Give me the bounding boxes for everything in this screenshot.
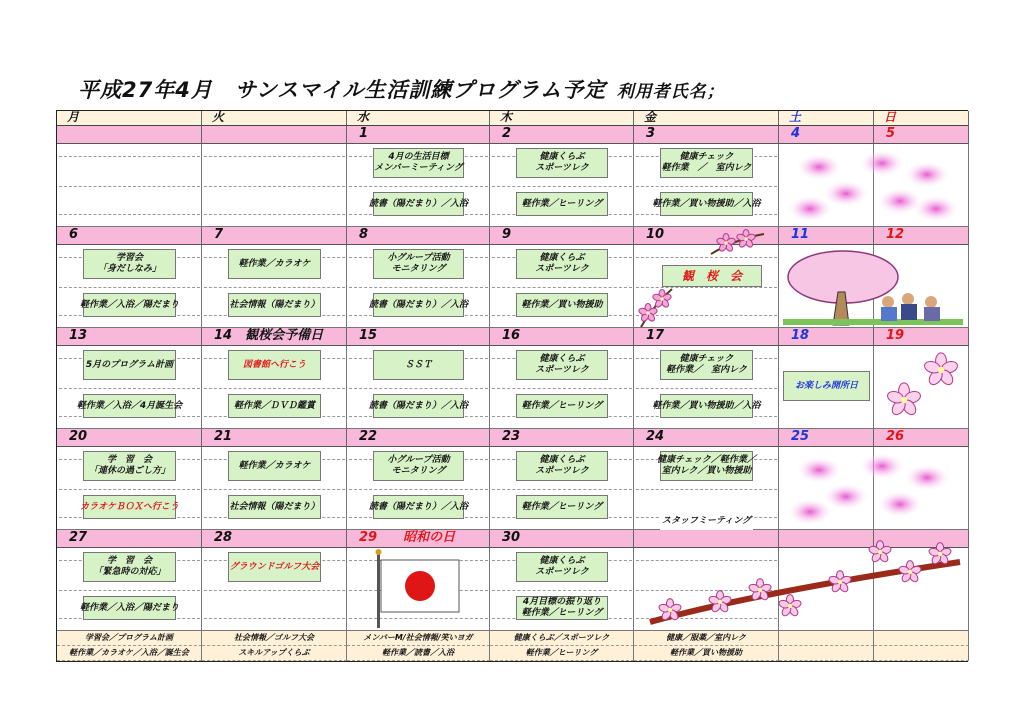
cell-divider — [59, 590, 200, 591]
cell-divider — [204, 618, 345, 619]
calendar-grid — [56, 110, 968, 662]
user-name-label: 利用者氏名； — [616, 82, 725, 102]
cell-divider — [492, 590, 632, 591]
activity-bottom: 軽作業／入浴／陽だまり — [83, 293, 176, 317]
cell-divider — [492, 388, 632, 389]
cell-divider — [204, 287, 345, 288]
day-number: 19 — [874, 328, 969, 346]
cell-divider — [349, 287, 488, 288]
cell-divider — [59, 287, 200, 288]
activity-top: 健康くらぶ スポーツレク — [516, 350, 608, 380]
day-number: 23 — [490, 429, 634, 447]
cherry-blossom-petals-icon — [783, 148, 965, 224]
day-number: 15 — [347, 328, 490, 346]
cell-divider — [204, 388, 345, 389]
day-number: 4 — [779, 126, 874, 144]
summary-cell: 学習会／プログラム計画 — [57, 631, 202, 646]
day-number: 18 — [779, 328, 874, 346]
day-number: 17 — [634, 328, 779, 346]
activity-bottom: 軽作業／ＤＶＤ鑑賞 — [228, 394, 321, 418]
day-number: 14 観桜会予備日 — [202, 328, 347, 346]
cell-divider — [349, 388, 488, 389]
activity-top: グラウンドゴルフ大会 — [228, 552, 321, 582]
japanese-flag-icon — [375, 550, 465, 628]
activity-top: 軽作業／カラオケ — [228, 451, 321, 481]
day-number: 13 — [57, 328, 202, 346]
activity-top: 小グループ活動 モニタリング — [373, 451, 464, 481]
day-number: 8 — [347, 227, 490, 245]
activity-top: 4月の生活目標 メンバーミーティング — [373, 148, 464, 178]
day-number: 16 — [490, 328, 634, 346]
cherry-blossom-branch-icon — [706, 229, 766, 259]
cell-divider — [636, 186, 777, 187]
summary-cell: 軽作業／買い物援助 — [634, 646, 779, 661]
day-number: 9 — [490, 227, 634, 245]
activity-top: 小グループ活動 モニタリング — [373, 249, 464, 279]
cell-divider — [204, 214, 345, 215]
cell-divider — [59, 214, 200, 215]
cherry-blossom-tree-picnic-icon — [783, 247, 965, 327]
activity-bottom: 軽作業／買い物援助／入浴 — [660, 192, 753, 216]
summary-cell — [779, 646, 874, 661]
cell-divider — [204, 186, 345, 187]
activity-top: 軽作業／カラオケ — [228, 249, 321, 279]
event-label: 観 桜 会 — [662, 265, 762, 287]
day-number: 5 — [874, 126, 969, 144]
activity-bottom: 軽作業／入浴／4月誕生会 — [83, 394, 176, 418]
cell-divider — [59, 489, 200, 490]
summary-cell: 健康／服薬／室内レク — [634, 631, 779, 646]
summary-cell — [874, 646, 969, 661]
activity-bottom: 社会情報（陽だまり） — [228, 495, 321, 519]
weekday-header: 日 — [874, 111, 969, 126]
activity-top: 学 習 会 「緊急時の対応」 — [83, 552, 176, 582]
activity-top: 図書館へ行こう — [228, 350, 321, 380]
activity-bottom: 4月目標の振り返り 軽作業／ヒーリング — [516, 596, 608, 620]
day-number: 7 — [202, 227, 347, 245]
activity-top: 健康くらぶ スポーツレク — [516, 249, 608, 279]
activity-bottom: 読書（陽だまり）／入浴 — [373, 293, 464, 317]
weekday-header: 土 — [779, 111, 874, 126]
cell-divider — [492, 489, 632, 490]
day-number: 20 — [57, 429, 202, 447]
activity-top: 健康くらぶ スポーツレク — [516, 451, 608, 481]
cell-divider — [204, 156, 345, 157]
activity-bottom: 読書（陽だまり）／入浴 — [373, 495, 464, 519]
day-number: 25 — [779, 429, 874, 447]
day-number: 10 — [634, 227, 779, 245]
weekday-header: 火 — [202, 111, 347, 126]
cell-divider — [204, 489, 345, 490]
activity-bottom: カラオケＢＯＸへ行こう — [83, 495, 176, 519]
day-number: 12 — [874, 227, 969, 245]
activity-top: 健康チェック 軽作業 ／ 室内レク — [660, 148, 753, 178]
day-number: 27 — [57, 530, 202, 548]
cell-divider — [204, 590, 345, 591]
day-number: 3 — [634, 126, 779, 144]
cherry-blossom-branch-icon — [636, 285, 676, 329]
cherry-blossom-petals-icon — [783, 451, 965, 527]
activity-top: 健康チェック／軽作業／ 室内レク／買い物援助 — [660, 451, 753, 481]
sakura-flower-icon — [876, 348, 967, 426]
activity-bottom: 読書（陽だまり）／入浴 — [373, 192, 464, 216]
activity-top: 健康くらぶ スポーツレク — [516, 148, 608, 178]
day-number: 22 — [347, 429, 490, 447]
activity-bottom: 軽作業／ヒーリング — [516, 495, 608, 519]
day-number — [57, 126, 202, 144]
activity-bottom: 読書（陽だまり）／入浴 — [373, 394, 464, 418]
summary-cell — [779, 631, 874, 646]
day-number: 28 — [202, 530, 347, 548]
cell-divider — [349, 186, 488, 187]
summary-cell — [874, 631, 969, 646]
day-number: 29 昭和の日 — [347, 530, 490, 548]
day-number — [202, 126, 347, 144]
day-number: 1 — [347, 126, 490, 144]
day-number: 2 — [490, 126, 634, 144]
cell-divider — [636, 388, 777, 389]
summary-cell: 健康くらぶ／スポーツレク — [490, 631, 634, 646]
cell-divider — [59, 388, 200, 389]
day-number: 11 — [779, 227, 874, 245]
activity-top: 学 習 会 「連休の過ごし方」 — [83, 451, 176, 481]
activity-bottom: 社会情報（陽だまり） — [228, 293, 321, 317]
cell-divider — [349, 489, 488, 490]
weekday-header: 水 — [347, 111, 490, 126]
day-number: 6 — [57, 227, 202, 245]
weekday-header: 金 — [634, 111, 779, 126]
cherry-branch-icon — [640, 532, 963, 628]
summary-cell: 軽作業／読書／入浴 — [347, 646, 490, 661]
title-main: 平成27年4月 サンスマイル生活訓練プログラム予定 — [78, 78, 607, 102]
weekday-header: 月 — [57, 111, 202, 126]
activity-top: ＳＳＴ — [373, 350, 464, 380]
cell-divider — [492, 186, 632, 187]
day-number: 30 — [490, 530, 634, 548]
activity-bottom: 軽作業／ヒーリング — [516, 394, 608, 418]
activity-top: 5月のプログラム計画 — [83, 350, 176, 380]
summary-cell: 軽作業／ヒーリング — [490, 646, 634, 661]
activity-bottom: 軽作業／買い物援助 — [516, 293, 608, 317]
activity-bottom: 軽作業／買い物援助／入浴 — [660, 394, 753, 418]
weekday-header: 木 — [490, 111, 634, 126]
day-number: 21 — [202, 429, 347, 447]
summary-cell: メンバーM/社会情報/笑いヨガ — [347, 631, 490, 646]
activity-bottom: 軽作業／ヒーリング — [516, 192, 608, 216]
activity-bottom: スタッフミーティング — [660, 509, 753, 533]
cell-divider — [492, 287, 632, 288]
summary-cell: スキルアップくらぶ — [202, 646, 347, 661]
page-title — [78, 74, 725, 104]
day-number: 24 — [634, 429, 779, 447]
cell-divider — [636, 489, 777, 490]
activity-top: 健康くらぶ スポーツレク — [516, 552, 608, 582]
summary-cell: 軽作業／カラオケ／入浴／誕生会 — [57, 646, 202, 661]
activity-bottom: 軽作業／入浴／陽だまり — [83, 596, 176, 620]
cell-divider — [59, 186, 200, 187]
summary-cell: 社会情報／ゴルフ大会 — [202, 631, 347, 646]
cell-divider — [59, 156, 200, 157]
saturday-event: お楽しみ開所日 — [783, 371, 870, 401]
activity-top: 学習会 「身だしなみ」 — [83, 249, 176, 279]
activity-top: 健康チェック 軽作業／ 室内レク — [660, 350, 753, 380]
day-number: 26 — [874, 429, 969, 447]
